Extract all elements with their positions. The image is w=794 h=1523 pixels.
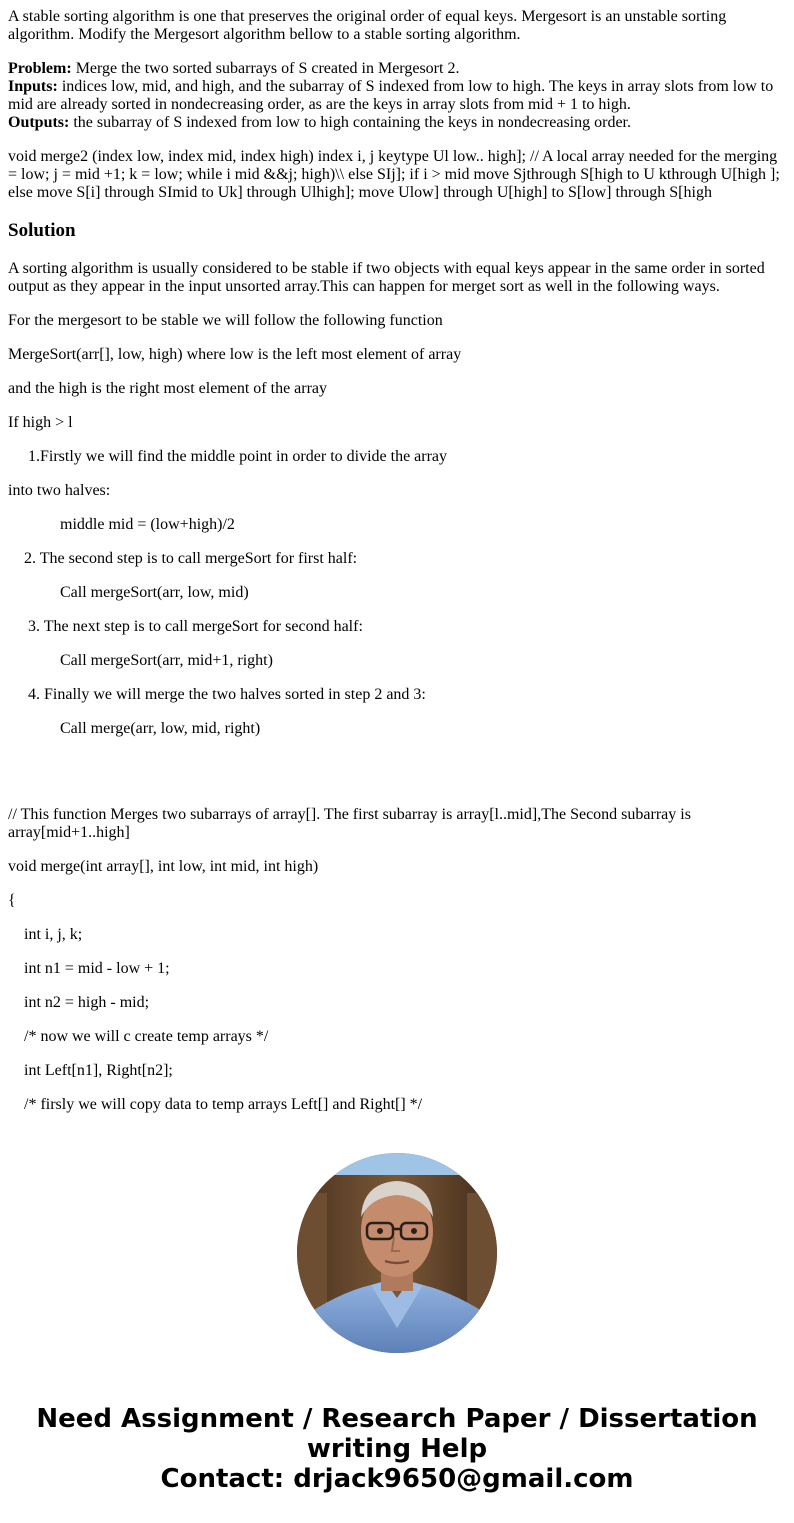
code-line-4: /* now we will c create temp arrays */	[24, 1028, 269, 1045]
inputs-label: Inputs:	[8, 78, 58, 95]
code-line-2: int n1 = mid - low + 1;	[24, 960, 170, 977]
footer-line-1: Need Assignment / Research Paper / Dissertation	[36, 1404, 758, 1434]
step-3: 3. The next step is to call mergeSort for second half:	[28, 618, 363, 635]
solution-paragraph-4: and the high is the right most element of the array	[8, 380, 328, 397]
solution-paragraph-2: For the mergesort to be stable we will follow the following function	[8, 312, 443, 329]
footer-banner	[0, 1404, 794, 1494]
step-4-code: Call merge(arr, low, mid, right)	[60, 720, 261, 737]
author-avatar	[297, 1153, 497, 1353]
step-2: 2. The second step is to call mergeSort for first half:	[24, 550, 358, 567]
solution-paragraph-5: If high > l	[8, 414, 73, 431]
solution-paragraph-3: MergeSort(arr[], low, high) where low is the left most element of array	[8, 346, 462, 363]
problem-text: Merge the two sorted subarrays of S created in Mergesort 2.	[71, 60, 460, 77]
code-comment: // This function Merges two subarrays of array[]. The first subarray is array[l..mid],The Second subarray is array[mid+1..high]	[8, 806, 691, 841]
step-3-code: Call mergeSort(arr, mid+1, right)	[60, 652, 273, 669]
intro-paragraph: A stable sorting algorithm is one that preserves the original order of equal keys. Mergesort is an unstable sorting algorithm. Modify the Mergesort algorithm bellow to a stable sorting algorithm.	[8, 8, 727, 43]
footer-contact[interactable]: Contact: drjack9650@gmail.com	[160, 1464, 634, 1494]
solution-paragraph-1: A sorting algorithm is usually considered to be stable if two objects with equal keys appear in the same order in sorted output as they appear in the input unsorted array.This can happen for merget sort as well in the following ways.	[8, 260, 765, 295]
author-portrait-image	[297, 1153, 497, 1353]
code-line-5: int Left[n1], Right[n2];	[24, 1062, 173, 1079]
code-line-1: int i, j, k;	[24, 926, 83, 943]
step-2-code: Call mergeSort(arr, low, mid)	[60, 584, 249, 601]
inputs-line	[8, 78, 786, 114]
problem-label: Problem:	[8, 60, 72, 77]
footer-line-2: writing Help	[306, 1434, 488, 1464]
code-open-brace: {	[8, 892, 16, 909]
inputs-text: indices low, mid, and high, and the subarray of S indexed from low to high. The keys in array slots from low to mid are already sorted in nondecreasing order, as are the keys in array slots from mid + 1 to high.	[8, 78, 774, 113]
code-blob-paragraph: void merge2 (index low, index mid, index high) index i, j keytype Ul low.. high]; // A local array needed for the merging = low; j = mid +1; k = low; while i mid &&j; high)\\ else SIj]; if i > mid move Sjthrough S[high to U kthrough U[high ]; else move S[i] through SImid to Uk] through Ulhigh]; move Ulow] through U[high] to S[low] through S[high	[8, 148, 780, 201]
code-line-6: /* firsly we will copy data to temp arrays Left[] and Right[] */	[24, 1096, 423, 1113]
spacer	[8, 754, 786, 806]
step-1: 1.Firstly we will find the middle point in order to divide the array	[28, 448, 448, 465]
code-line-3: int n2 = high - mid;	[24, 994, 150, 1011]
outputs-line	[8, 114, 786, 132]
step-1-code: middle mid = (low+high)/2	[60, 516, 235, 533]
outputs-text: the subarray of S indexed from low to high containing the keys in nondecreasing order.	[69, 114, 631, 131]
problem-line	[8, 60, 786, 78]
outputs-label: Outputs:	[8, 114, 70, 131]
code-signature: void merge(int array[], int low, int mid, int high)	[8, 858, 319, 875]
step-1-continued: into two halves:	[8, 482, 111, 499]
step-4: 4. Finally we will merge the two halves sorted in step 2 and 3:	[28, 686, 426, 703]
solution-heading: Solution	[8, 220, 76, 241]
